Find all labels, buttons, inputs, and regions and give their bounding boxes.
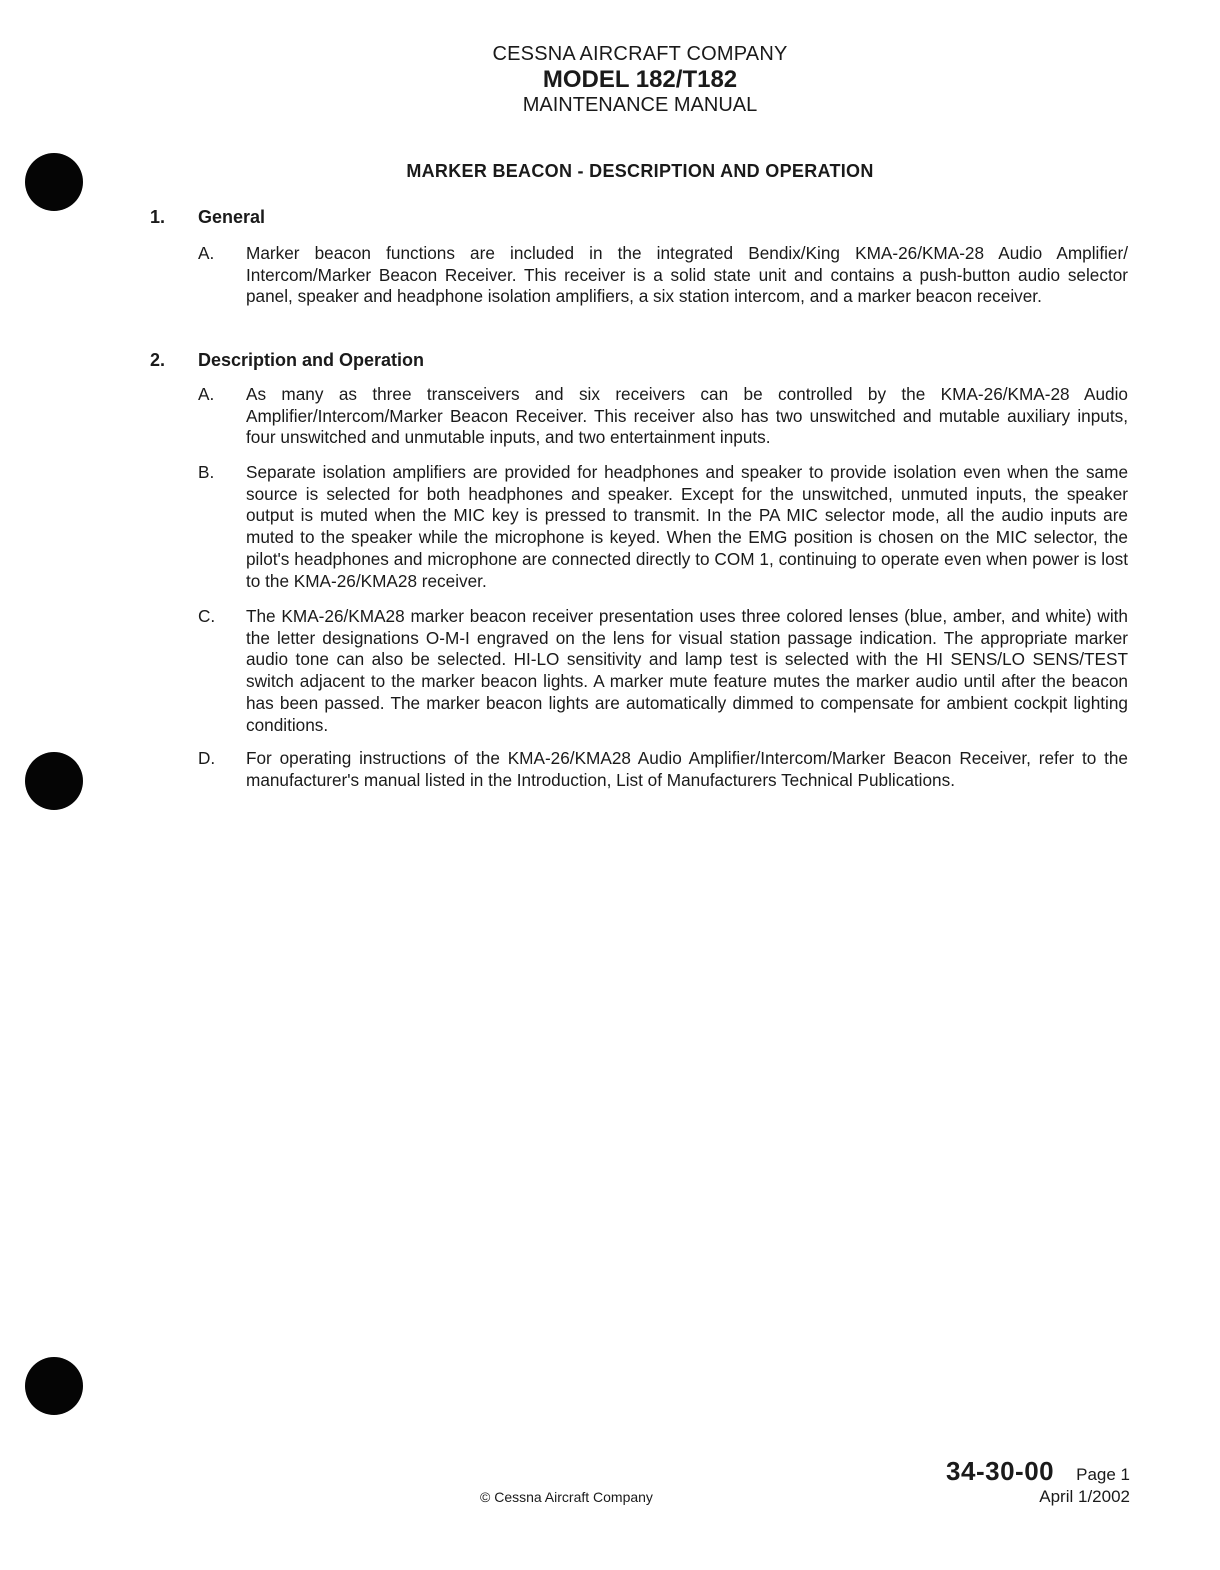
section-heading [150,350,424,371]
section-title: Description and Operation [198,350,425,370]
punch-hole [25,1357,83,1415]
paragraph [198,243,1128,308]
revision-date: April 1/2002 [1039,1487,1130,1506]
paragraph-text: As many as three transceivers and six receivers can be controlled by the KMA-26/KMA-28 Audio Amplifier/Intercom/Marker Beacon Receiver. This receiver also has two unswitched and mutable auxiliary inputs, four unswitched and unmutable inputs, and two entertainment inputs. [246,384,1128,448]
paragraph [198,606,1128,736]
paragraph-letter: C. [198,606,216,626]
page-header [0,43,1220,117]
section-number: 2. [150,350,166,370]
paragraph-text: The KMA-26/KMA28 marker beacon receiver presentation uses three colored lenses (blue, amber, and white) with the letter designations O-M-I engraved on the lens for visual station passage indication. The appropriate marker audio tone can also be selected. HI-LO sensitivity and lamp test is selected with the HI SENS/LO SENS/TEST switch adjacent to the marker beacon lights. A marker mute feature mutes the marker audio until after the beacon has been passed. The marker beacon lights are automatically dimmed to compensate for ambient cockpit lighting conditions. [246,606,1128,735]
paragraph-letter: A. [198,384,215,404]
paragraph-text: Marker beacon functions are included in the integrated Bendix/King KMA-26/KMA-28 Audio Amplifier/ Intercom/Marker Beacon Receiver. This receiver is a solid state unit and contains a push-button audio selector panel, speaker and headphone isolation amplifiers, a six station intercom, and a marker beacon receiver. [246,243,1128,307]
paragraph [198,462,1128,592]
paragraph [198,748,1128,791]
page-title: MARKER BEACON - DESCRIPTION AND OPERATION [406,161,874,181]
paragraph-text: Separate isolation amplifiers are provided for headphones and speaker to provide isolation even when the same source is selected for both headphones and speaker. Except for the unswitched, unmuted inputs, the speaker output is muted when the MIC key is pressed to transmit. In the PA MIC selector mode, all the audio inputs are muted to the speaker while the microphone is keyed. When the EMG position is chosen on the MIC selector, the pilot's headphones and microphone are connected directly to COM 1, continuing to operate even when power is lost to the KMA-26/KMA28 receiver. [246,462,1128,591]
paragraph-letter: B. [198,462,215,482]
company-name: CESSNA AIRCRAFT COMPANY [492,43,788,65]
page-footer [946,1456,1130,1507]
paragraph-letter: D. [198,748,216,768]
punch-hole [25,752,83,810]
section-title: General [198,207,266,227]
paragraph-letter: A. [198,243,215,263]
model-title: MODEL 182/T182 [542,66,738,93]
section-heading [150,207,265,228]
section-number: 1. [150,207,166,227]
paragraph [198,384,1128,449]
document-code: 34-30-00 [946,1456,1055,1486]
manual-title: MAINTENANCE MANUAL [522,93,758,116]
page-number: Page 1 [1076,1465,1130,1484]
paragraph-text: For operating instructions of the KMA-26/KMA28 Audio Amplifier/Intercom/Marker Beacon Receiver, refer to the manufacturer's manual listed in the Introduction, List of Manufacturers Technical Publications. [246,748,1128,790]
copyright-notice: © Cessna Aircraft Company [480,1489,653,1505]
